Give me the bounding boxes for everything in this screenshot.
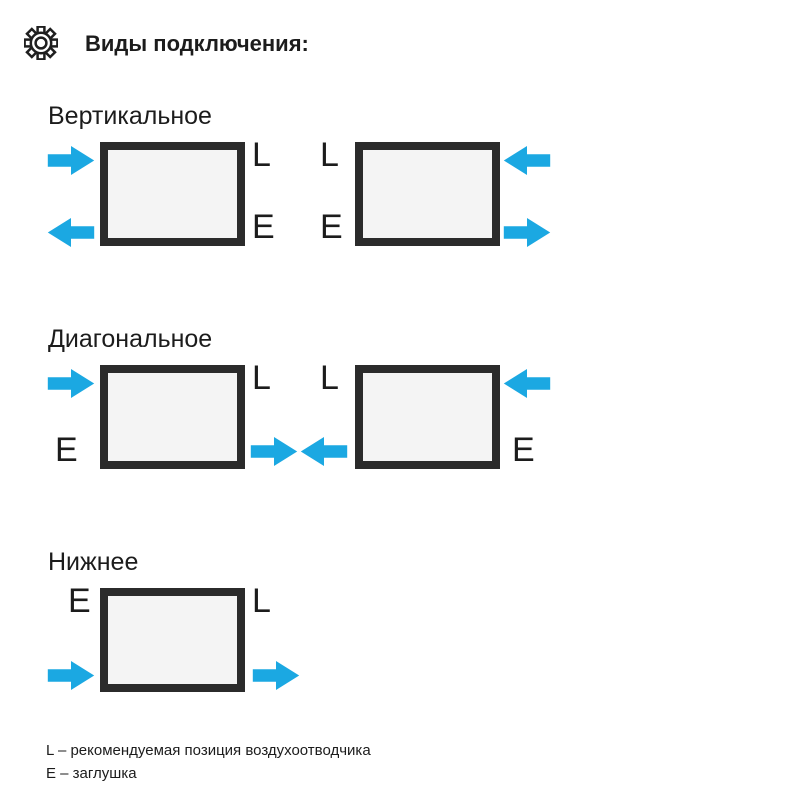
port-label-l: L	[252, 359, 271, 397]
arrow-out-icon	[252, 661, 300, 690]
legend-line-plug: E – заглушка	[46, 765, 137, 782]
arrow-in-icon	[503, 369, 551, 398]
radiator-rect	[100, 142, 245, 246]
arrow-out-icon	[300, 437, 348, 466]
port-label-l: L	[320, 136, 339, 174]
arrow-in-icon	[503, 146, 551, 175]
radiator-rect	[355, 142, 500, 246]
arrow-in-icon	[47, 146, 95, 175]
radiator-rect	[100, 365, 245, 469]
port-label-l: L	[252, 582, 271, 620]
page-title: Виды подключения:	[85, 31, 309, 56]
section-title-diagonal: Диагональное	[48, 325, 213, 353]
port-label-l: L	[320, 359, 339, 397]
port-label-e: E	[68, 582, 91, 620]
section-title-vertical: Вертикальное	[48, 102, 212, 130]
legend-line-air-vent: L – рекомендуемая позиция воздухоотводчика	[46, 742, 371, 759]
radiator-rect	[100, 588, 245, 692]
arrow-out-icon	[47, 218, 95, 247]
arrow-out-icon	[503, 218, 551, 247]
section-title-bottom: Нижнее	[48, 548, 139, 576]
arrow-in-icon	[47, 369, 95, 398]
port-label-e: E	[55, 431, 78, 469]
port-label-l: L	[252, 136, 271, 174]
arrow-out-icon	[250, 437, 298, 466]
port-label-e: E	[512, 431, 535, 469]
arrow-in-icon	[47, 661, 95, 690]
radiator-rect	[355, 365, 500, 469]
port-label-e: E	[320, 208, 343, 246]
gear-icon	[24, 26, 58, 60]
port-label-e: E	[252, 208, 275, 246]
